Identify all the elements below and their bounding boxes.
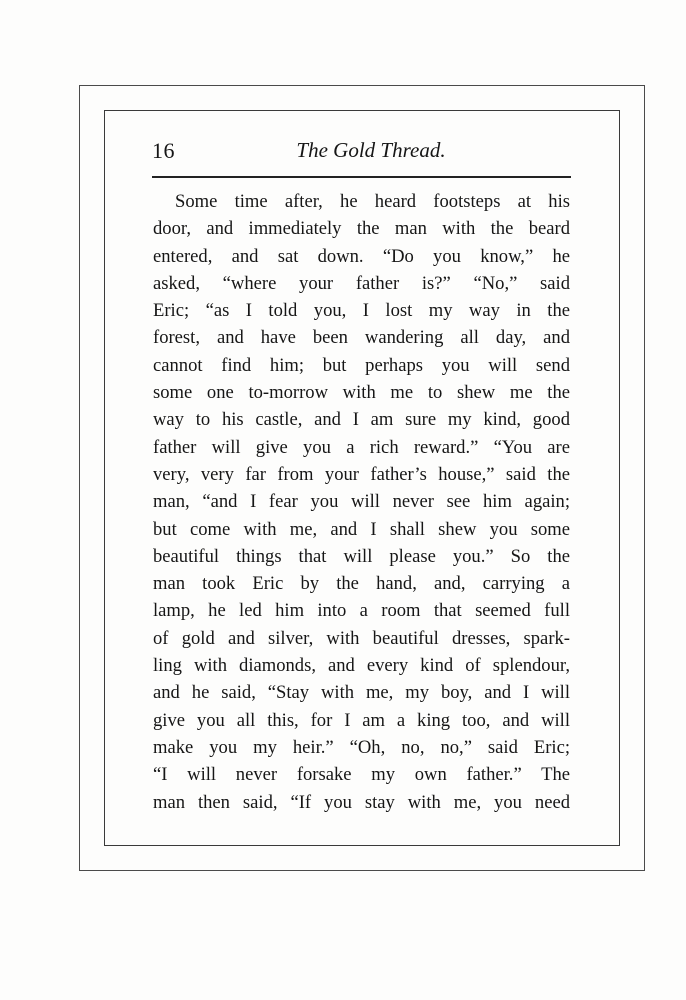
body-text <box>153 188 570 816</box>
text-line: very, very far from your father’s house,” said the <box>153 463 570 485</box>
text-line: cannot find him; but perhaps you will send <box>153 354 570 376</box>
text-line: man then said, “If you stay with me, you need <box>153 791 570 813</box>
running-title: The Gold Thread. <box>296 138 446 162</box>
text-line: lamp, he led him into a room that seemed full <box>153 600 570 622</box>
header-rule <box>152 176 571 178</box>
text-line: asked, “where your father is?” “No,” said <box>153 272 570 294</box>
text-line: man took Eric by the hand, and, carrying a <box>153 573 570 595</box>
text-line: give you all this, for I am a king too, and will <box>153 709 570 731</box>
text-line: and he said, “Stay with me, my boy, and I will <box>153 682 570 704</box>
page-header <box>152 136 570 168</box>
text-line: make you my heir.” “Oh, no, no,” said Eric; <box>153 736 570 758</box>
text-line: way to his castle, and I am sure my kind, good <box>153 409 570 431</box>
text-line: “I will never forsake my own father.” The <box>153 764 570 786</box>
text-line: Eric; “as I told you, I lost my way in the <box>153 300 570 322</box>
text-line: of gold and silver, with beautiful dresses, spark- <box>153 627 570 649</box>
text-line: father will give you a rich reward.” “You are <box>153 436 570 458</box>
page-number: 16 <box>152 138 175 163</box>
text-line: forest, and have been wandering all day, and <box>153 327 570 349</box>
text-line: ling with diamonds, and every kind of splendour, <box>153 655 570 677</box>
text-line: door, and immediately the man with the beard <box>153 218 570 240</box>
text-line: man, “and I fear you will never see him again; <box>153 491 570 513</box>
text-line: some one to-morrow with me to shew me the <box>153 382 570 404</box>
text-line: Some time after, he heard footsteps at his <box>175 191 570 212</box>
text-line: beautiful things that will please you.” So the <box>153 545 570 567</box>
text-line: but come with me, and I shall shew you some <box>153 518 570 540</box>
text-line: entered, and sat down. “Do you know,” he <box>153 245 570 267</box>
